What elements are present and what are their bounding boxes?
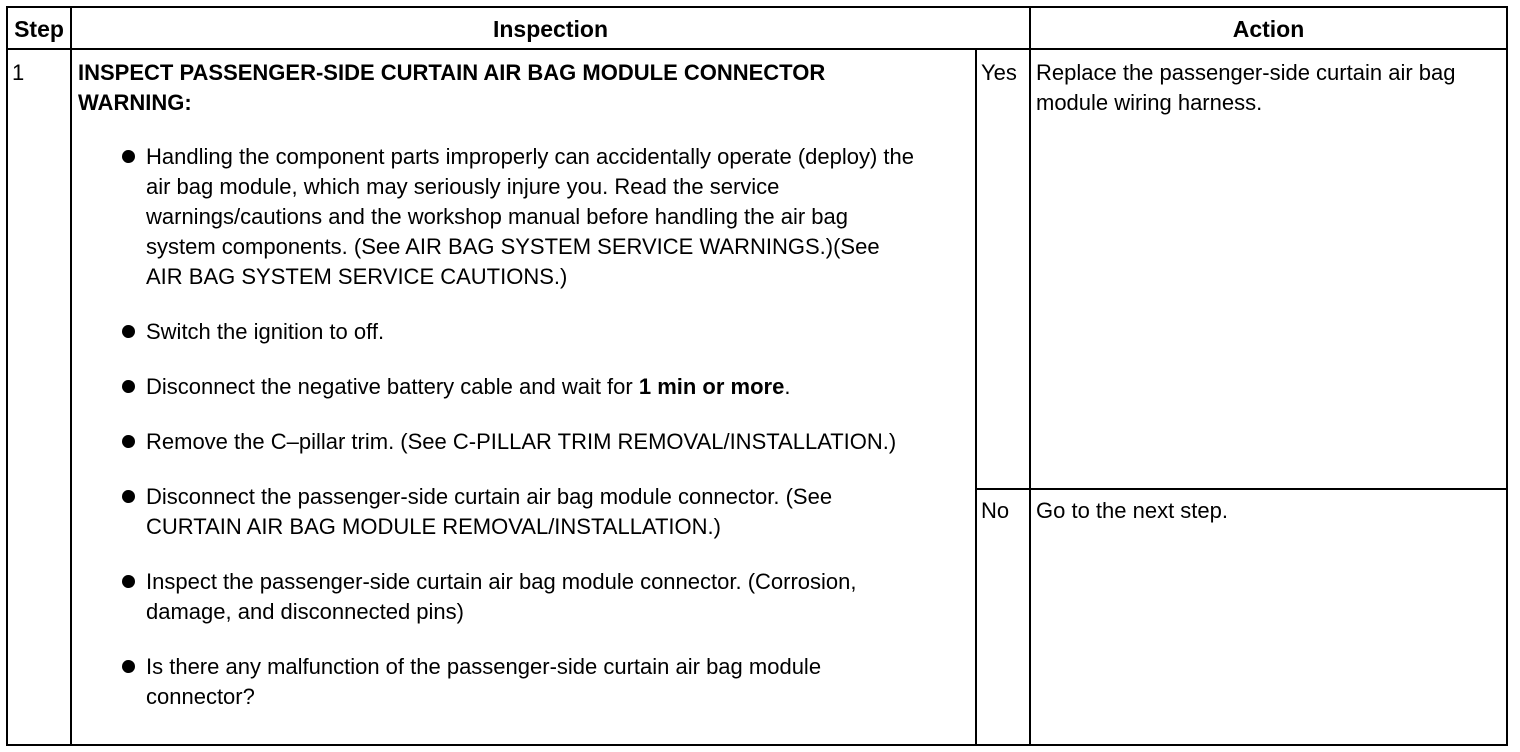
- list-item: Disconnect the negative battery cable and wait for 1 min or more.: [78, 372, 918, 402]
- divider-result: [1029, 8, 1031, 744]
- divider-header: [8, 48, 1506, 50]
- header-inspection: Inspection: [492, 16, 608, 42]
- title-line-2: WARNING:: [78, 90, 192, 115]
- step-number: 1: [12, 60, 25, 85]
- list-item: Handling the component parts improperly can accidentally operate (deploy) the air bag module, which may seriously injure you. Read the service warnings/cautions and the workshop manual before handling the air bag system components. (See AIR BAG SYSTEM SERVICE WARNINGS.)(See AIR BAG SYSTEM SERVICE CAUTIONS.): [78, 142, 918, 292]
- divider-inspection: [975, 48, 977, 744]
- divider-step: [70, 8, 72, 744]
- bullet-icon: [122, 325, 135, 338]
- list-item: Disconnect the passenger-side curtain air bag module connector. (See CURTAIN AIR BAG MODULE REMOVAL/INSTALLATION.): [78, 482, 918, 542]
- action-no: Go to the next step.: [1036, 498, 1229, 523]
- bullet-icon: [122, 380, 135, 393]
- title-line-1: INSPECT PASSENGER-SIDE CURTAIN AIR BAG MODULE CONNECTOR: [78, 60, 826, 85]
- result-no: No: [981, 498, 1010, 523]
- inspection-table: [6, 6, 1508, 746]
- bullet-icon: [122, 575, 135, 588]
- list-item: Is there any malfunction of the passenger-side curtain air bag module connector?: [78, 652, 918, 712]
- header-action: Action: [1232, 16, 1305, 42]
- list-item: Switch the ignition to off.: [78, 317, 918, 347]
- inspection-title: [78, 58, 968, 118]
- list-item: Remove the C–pillar trim. (See C-PILLAR TRIM REMOVAL/INSTALLATION.): [78, 427, 918, 457]
- result-yes: Yes: [981, 60, 1017, 85]
- bullet-icon: [122, 435, 135, 448]
- bullet-icon: [122, 150, 135, 163]
- inspection-bullet-list: [78, 142, 918, 737]
- action-yes: Replace the passenger-side curtain air bag module wiring harness.: [1036, 60, 1456, 115]
- bullet-icon: [122, 490, 135, 503]
- header-step: Step: [14, 16, 64, 42]
- list-item: Inspect the passenger-side curtain air bag module connector. (Corrosion, damage, and disconnected pins): [78, 567, 918, 627]
- bullet-icon: [122, 660, 135, 673]
- divider-yes-no: [975, 488, 1506, 490]
